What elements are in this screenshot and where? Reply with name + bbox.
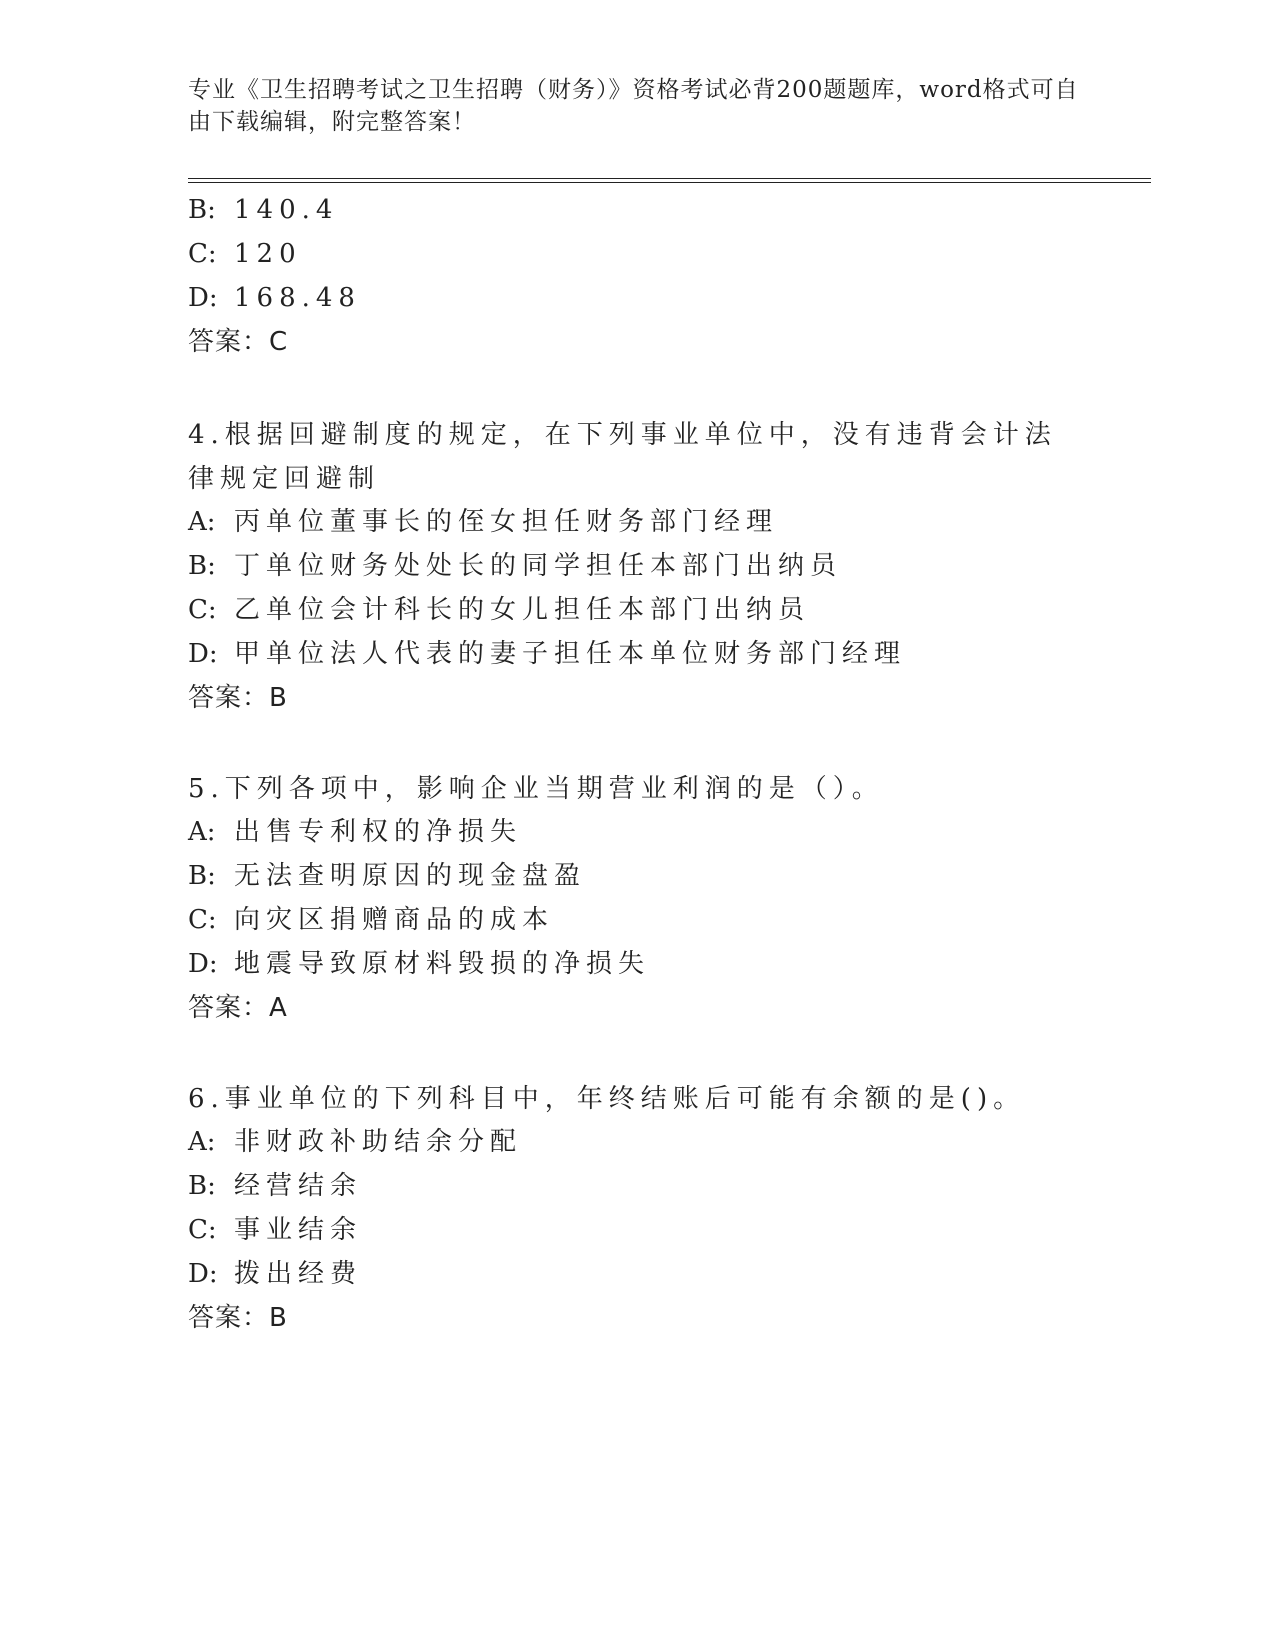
option-key: B: xyxy=(188,551,216,581)
answer-line: 答案：B xyxy=(188,1303,288,1333)
option-c xyxy=(188,1213,362,1247)
option-c xyxy=(188,593,810,627)
option-key: C: xyxy=(188,1215,217,1245)
option-key: C: xyxy=(188,239,217,269)
option-key: D: xyxy=(188,1259,218,1289)
option-c xyxy=(188,903,554,937)
option-b xyxy=(188,1169,362,1203)
option-key: A: xyxy=(188,507,216,537)
answer-line: 答案：B xyxy=(188,683,288,713)
option-text: 丙单位董事长的侄女担任财务部门经理 xyxy=(234,507,779,537)
question-5-text: 5.下列各项中，影响企业当期营业利润的是（）。 xyxy=(188,774,884,804)
option-text: 向灾区捐赠商品的成本 xyxy=(234,905,555,935)
option-b xyxy=(188,859,586,893)
option-text: 120 xyxy=(234,239,302,269)
option-c xyxy=(188,237,302,271)
option-key: D: xyxy=(188,639,218,669)
option-key: A: xyxy=(188,1127,216,1157)
option-b xyxy=(188,193,338,227)
option-key: D: xyxy=(188,949,218,979)
question-6-text: 6.事业单位的下列科目中，年终结账后可能有余额的是()。 xyxy=(188,1084,1026,1114)
option-key: A: xyxy=(188,817,216,847)
option-key: C: xyxy=(188,595,217,625)
option-text: 乙单位会计科长的女儿担任本部门出纳员 xyxy=(234,595,811,625)
option-a xyxy=(188,1125,522,1159)
option-d xyxy=(188,637,906,671)
option-d xyxy=(188,1257,362,1291)
header-divider-top xyxy=(188,178,1151,179)
option-text: 丁单位财务处处长的同学担任本部门出纳员 xyxy=(234,551,843,581)
option-key: B: xyxy=(188,195,216,225)
option-d xyxy=(188,947,650,981)
option-key: B: xyxy=(188,861,216,891)
answer-line: 答案：A xyxy=(188,993,288,1023)
answer-line: 答案：C xyxy=(188,327,289,357)
option-text: 拨出经费 xyxy=(234,1259,363,1289)
option-b xyxy=(188,549,842,583)
header-divider-bottom xyxy=(188,182,1151,183)
option-text: 168.48 xyxy=(234,283,361,313)
document-header: 专业《卫生招聘考试之卫生招聘（财务）》资格考试必背200题题库，word格式可自由下载编辑，附完整答案！ xyxy=(188,77,1079,135)
question-4-text: 4.根据回避制度的规定，在下列事业单位中，没有违背会计法律规定回避制 xyxy=(188,420,1057,494)
option-text: 无法查明原因的现金盘盈 xyxy=(234,861,587,891)
option-key: B: xyxy=(188,1171,216,1201)
option-text: 地震导致原材料毁损的净损失 xyxy=(234,949,651,979)
option-text: 经营结余 xyxy=(234,1171,363,1201)
option-a xyxy=(188,505,778,539)
option-text: 出售专利权的净损失 xyxy=(234,817,523,847)
option-d xyxy=(188,281,361,315)
option-text: 140.4 xyxy=(234,195,339,225)
option-text: 事业结余 xyxy=(234,1215,363,1245)
option-key: C: xyxy=(188,905,217,935)
option-text: 甲单位法人代表的妻子担任本单位财务部门经理 xyxy=(234,639,907,669)
option-text: 非财政补助结余分配 xyxy=(234,1127,523,1157)
option-key: D: xyxy=(188,283,218,313)
option-a xyxy=(188,815,522,849)
